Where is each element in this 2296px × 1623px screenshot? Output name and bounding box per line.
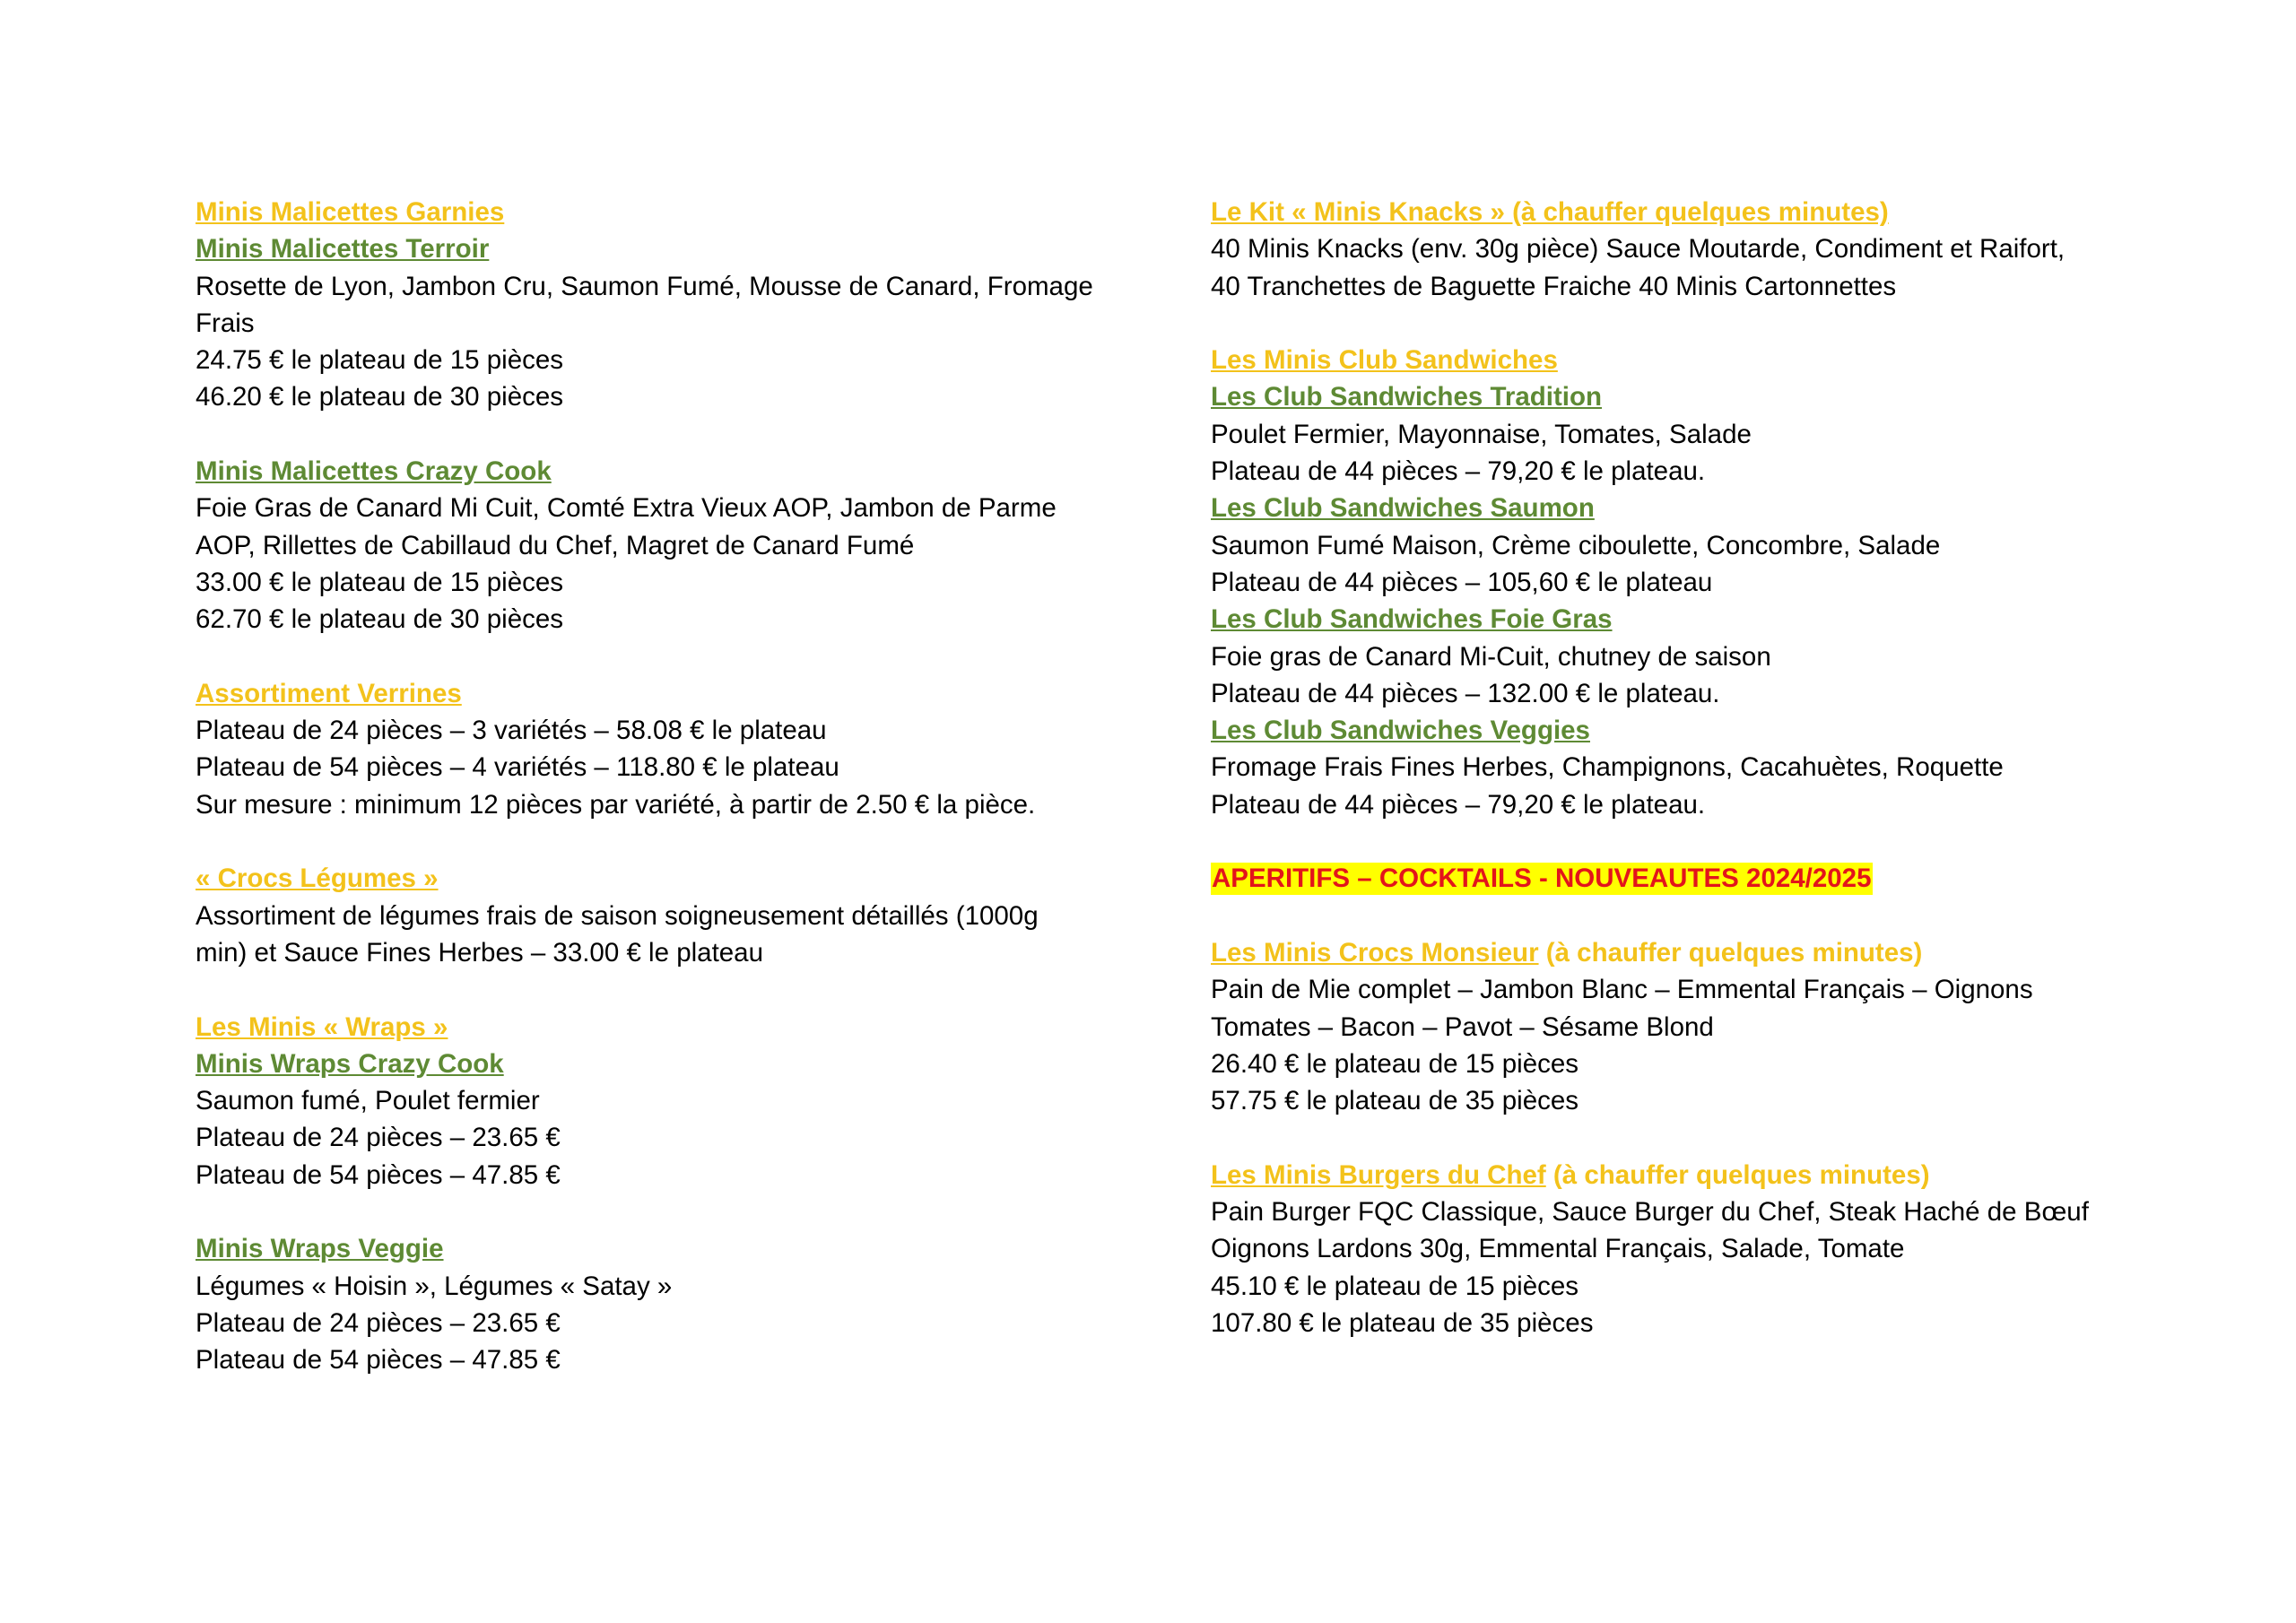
- burgers-description-line1: Pain Burger FQC Classique, Sauce Burger du Chef, Steak Haché de Bœuf: [1211, 1197, 2089, 1228]
- subsection-title-club-saumon: Les Club Sandwiches Saumon: [1211, 493, 1595, 524]
- burgers-price-35: 107.80 € le plateau de 35 pièces: [1211, 1307, 1594, 1338]
- terroir-description-line1: Rosette de Lyon, Jambon Cru, Saumon Fumé, Mousse de Canard, Fromage: [196, 271, 1093, 301]
- verrines-line3: Sur mesure : minimum 12 pièces par variété, à partir de 2.50 € la pièce.: [196, 789, 1036, 820]
- wraps-crazy-price-24: Plateau de 24 pièces – 23.65 €: [196, 1123, 561, 1153]
- left-column: [196, 194, 1146, 1379]
- nouveautes-banner: [1211, 860, 2242, 897]
- wraps-veggie-description: Légumes « Hoisin », Légumes « Satay »: [196, 1271, 673, 1301]
- subsection-title-club-veggies: Les Club Sandwiches Veggies: [1211, 716, 1590, 746]
- terroir-price-15: 24.75 € le plateau de 15 pièces: [196, 345, 564, 376]
- subsection-title-malicettes-terroir: Minis Malicettes Terroir: [196, 234, 490, 265]
- verrines-line1: Plateau de 24 pièces – 3 variétés – 58.08 € le plateau: [196, 716, 827, 746]
- club-foie-gras-description: Foie gras de Canard Mi-Cuit, chutney de saison: [1211, 641, 1771, 672]
- section-title-minis-club-sandwiches: Les Minis Club Sandwiches: [1211, 345, 1558, 376]
- wraps-veggie-price-24: Plateau de 24 pièces – 23.65 €: [196, 1307, 561, 1338]
- burgers-description-line2: Oignons Lardons 30g, Emmental Français, Salade, Tomate: [1211, 1234, 1905, 1264]
- subsection-title-club-tradition: Les Club Sandwiches Tradition: [1211, 382, 1603, 412]
- banner-nouveautes: NOUVEAUTES 2024/2025: [1554, 864, 1872, 894]
- subsection-title-malicettes-crazy-cook: Minis Malicettes Crazy Cook: [196, 456, 552, 487]
- club-veggies-description: Fromage Frais Fines Herbes, Champignons, Cacahuètes, Roquette: [1211, 752, 2004, 783]
- club-saumon-description: Saumon Fumé Maison, Crème ciboulette, Concombre, Salade: [1211, 530, 1941, 560]
- section-title-minis-wraps: Les Minis « Wraps »: [196, 1011, 448, 1042]
- terroir-description-line2: Frais: [196, 308, 255, 338]
- club-veggies-price: Plateau de 44 pièces – 79,20 € le plateau.: [1211, 789, 1706, 820]
- knacks-description-line1: 40 Minis Knacks (env. 30g pièce) Sauce Moutarde, Condiment et Raifort,: [1211, 234, 2066, 265]
- crazy-cook-description-line2: AOP, Rillettes de Cabillaud du Chef, Magret de Canard Fumé: [196, 530, 915, 560]
- crocs-description-line2: min) et Sauce Fines Herbes – 33.00 € le plateau: [196, 937, 763, 968]
- subsection-title-club-foie-gras: Les Club Sandwiches Foie Gras: [1211, 604, 1613, 635]
- crocs-description-line1: Assortiment de légumes frais de saison soigneusement détaillés (1000g: [196, 900, 1039, 931]
- section-title-minis-burgers: Les Minis Burgers du Chef: [1211, 1159, 1546, 1190]
- crocs-monsieur-heating-note: (à chauffer quelques minutes): [1538, 937, 1923, 968]
- terroir-price-30: 46.20 € le plateau de 30 pièces: [196, 382, 564, 412]
- burgers-price-15: 45.10 € le plateau de 15 pièces: [1211, 1271, 1579, 1301]
- club-saumon-price: Plateau de 44 pièces – 105,60 € le plateau: [1211, 567, 1713, 597]
- section-title-crocs-legumes: « Crocs Légumes »: [196, 864, 439, 894]
- wraps-veggie-price-54: Plateau de 54 pièces – 47.85 €: [196, 1345, 561, 1376]
- section-title-kit-minis-knacks: Le Kit « Minis Knacks » (à chauffer quelques minutes): [1211, 197, 1889, 227]
- crocs-monsieur-price-35: 57.75 € le plateau de 35 pièces: [1211, 1086, 1579, 1116]
- banner-aperitifs-cocktails: APERITIFS – COCKTAILS -: [1212, 864, 1555, 894]
- section-title-assortiment-verrines: Assortiment Verrines: [196, 678, 462, 708]
- burgers-heating-note: (à chauffer quelques minutes): [1545, 1159, 1930, 1190]
- crazy-cook-description-line1: Foie Gras de Canard Mi Cuit, Comté Extra Vieux AOP, Jambon de Parme: [196, 493, 1057, 524]
- club-tradition-price: Plateau de 44 pièces – 79,20 € le plateau.: [1211, 456, 1706, 487]
- crazy-cook-price-15: 33.00 € le plateau de 15 pièces: [196, 567, 564, 597]
- club-foie-gras-price: Plateau de 44 pièces – 132.00 € le plateau.: [1211, 678, 1720, 708]
- crocs-monsieur-price-15: 26.40 € le plateau de 15 pièces: [1211, 1048, 1579, 1079]
- right-column: [1211, 194, 2242, 1341]
- subsection-title-wraps-crazy-cook: Minis Wraps Crazy Cook: [196, 1048, 504, 1079]
- crocs-monsieur-description-line2: Tomates – Bacon – Pavot – Sésame Blond: [1211, 1011, 1714, 1042]
- section-title-minis-crocs-monsieur: Les Minis Crocs Monsieur: [1211, 937, 1539, 968]
- crazy-cook-price-30: 62.70 € le plateau de 30 pièces: [196, 604, 564, 635]
- crocs-monsieur-description-line1: Pain de Mie complet – Jambon Blanc – Emmental Français – Oignons: [1211, 975, 2033, 1005]
- wraps-crazy-description: Saumon fumé, Poulet fermier: [196, 1086, 540, 1116]
- verrines-line2: Plateau de 54 pièces – 4 variétés – 118.80 € le plateau: [196, 752, 839, 783]
- club-tradition-description: Poulet Fermier, Mayonnaise, Tomates, Salade: [1211, 419, 1752, 449]
- wraps-crazy-price-54: Plateau de 54 pièces – 47.85 €: [196, 1159, 561, 1190]
- section-title-malicettes-garnies: Minis Malicettes Garnies: [196, 197, 505, 227]
- subsection-title-wraps-veggie: Minis Wraps Veggie: [196, 1234, 444, 1264]
- knacks-description-line2: 40 Tranchettes de Baguette Fraiche 40 Minis Cartonnettes: [1211, 271, 1897, 301]
